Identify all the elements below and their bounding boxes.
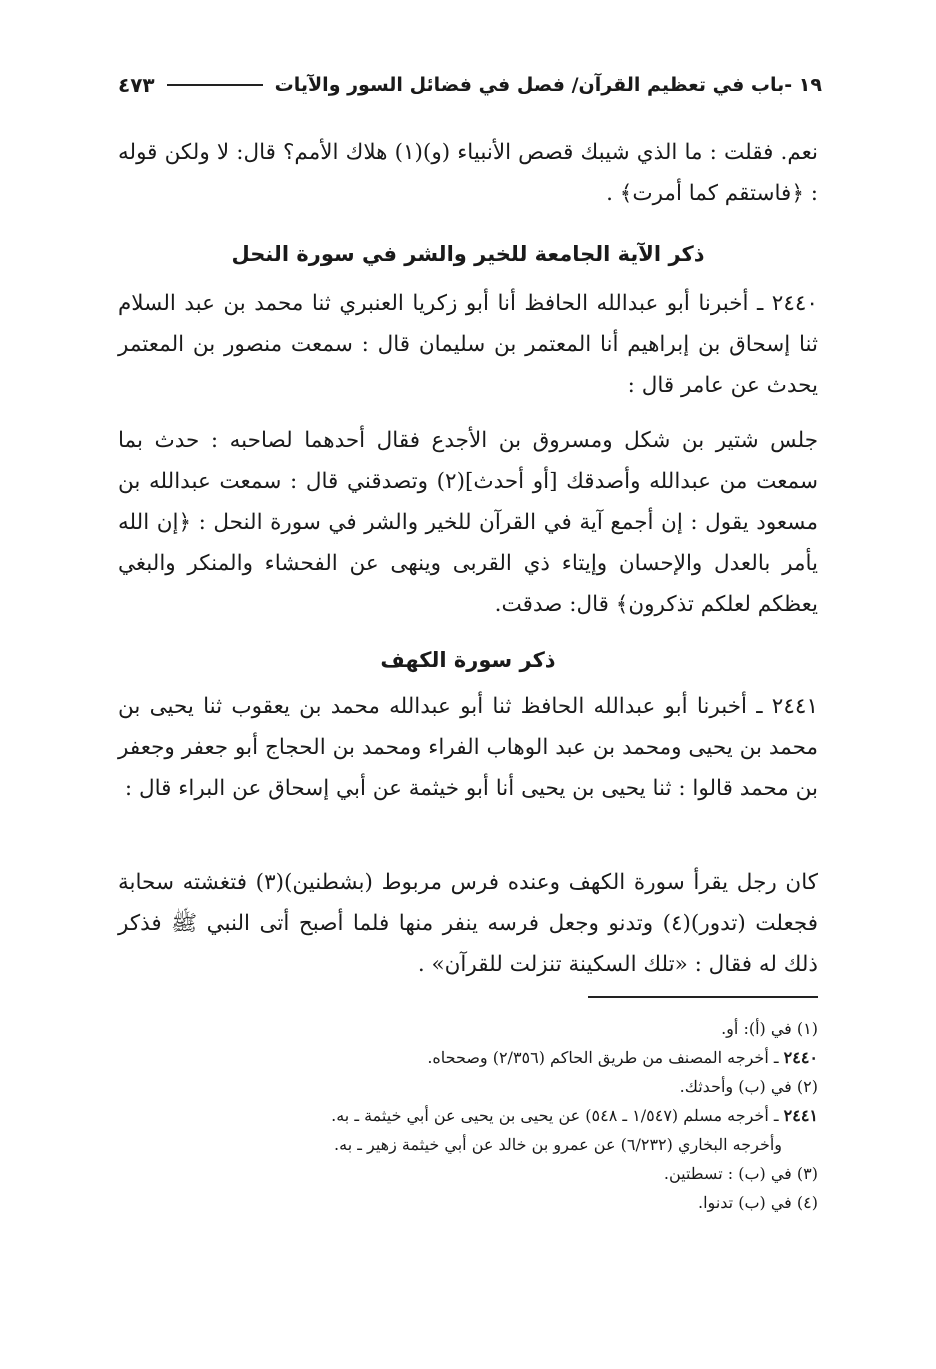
footnote-text: ـ أخرجه المصنف من طريق الحاكم (٢/٣٥٦) وصححاه. xyxy=(427,1048,779,1067)
footnote-number: ٢٤٤١ xyxy=(783,1106,818,1125)
hadith-isnad: ـ أخبرنا أبو عبدالله الحافظ أنا أبو زكريا العنبري ثنا محمد بن عبد السلام ثنا إسحاق بن إبراهيم أنا المعتمر بن سليمان قال : سمعت منصور بن المعتمر يحدث عن عامر قال : xyxy=(118,291,818,398)
hadith-2441 xyxy=(118,686,818,809)
footnote-text: ـ أخرجه مسلم (١/٥٤٧ ـ ٥٤٨) عن يحيى بن يحيى عن أبي خيثمة ـ به. xyxy=(331,1106,779,1125)
chapter-title: ١٩ -باب في تعظيم القرآن/ فصل في فضائل السور والآيات xyxy=(274,74,822,96)
hadith-2440-matn: جلس شتير بن شكل ومسروق بن الأجدع فقال أحدهما لصاحبه : حدث بما سمعت من عبدالله وأصدقك [أو أحدث](٢) وتصدقني قال : سمعت عبدالله بن مسعود يقول : إن أجمع آية في القرآن للخير والشر في سورة النحل : ﴿إن الله يأمر بالعدل والإحسان وإيتاء ذي القربى وينهى عن الفحشاء والمنكر والبغي يعظكم لعلكم تذكرون﴾ قال: صدقت. xyxy=(118,428,819,617)
paragraph-1: نعم. فقلت : ما الذي شيبك قصص الأنبياء (و)(١) هلاك الأمم؟ قال: لا ولكن قوله : ﴿فاستقم كما أمرت﴾ . xyxy=(118,140,819,206)
footnote-2441 xyxy=(118,1101,818,1130)
header-rule xyxy=(167,84,263,86)
footnote-2440 xyxy=(118,1043,818,1072)
hadith-2440 xyxy=(118,283,818,406)
footnote-4: (٤) في (ب) تدنوا. xyxy=(698,1193,818,1212)
footnotes xyxy=(118,1014,818,1217)
section-heading-kahf: ذكر سورة الكهف xyxy=(380,648,556,672)
hadith-2441-matn: كان رجل يقرأ سورة الكهف وعنده فرس مربوط (بشطنين)(٣) فتغشته سحابة فجعلت (تدور)(٤) وتدنو وجعل فرسه ينفر منها فلما أصبح أتى النبي ﷺ فذكر ذلك له فقال : «تلك السكينة تنزلت للقرآن» . xyxy=(118,870,819,977)
footnote-1: (١) في (أ): أو. xyxy=(721,1019,818,1038)
section-heading-nahl: ذكر الآية الجامعة للخير والشر في سورة النحل xyxy=(231,242,705,266)
footnote-number: ٢٤٤٠ xyxy=(783,1048,818,1067)
page-number: ٤٧٣ xyxy=(118,73,155,97)
hadith-isnad: ـ أخبرنا أبو عبدالله الحافظ ثنا أبو عبدالله محمد بن يعقوب ثنا يحيى بن محمد بن يحيى ومحمد بن عبد الوهاب الفراء ومحمد بن الحجاج أبو جعفر وجعفر بن محمد قالوا : ثنا يحيى بن يحيى أنا أبو خيثمة عن أبي إسحاق عن البراء قال : xyxy=(118,694,818,801)
hadith-number: ٢٤٤١ xyxy=(771,694,818,719)
footnote-3: (٣) في (ب) : تسطتين. xyxy=(663,1164,818,1183)
footnote-2: (٢) في (ب) وأحدثك. xyxy=(679,1077,818,1096)
running-header xyxy=(118,68,822,102)
hadith-number: ٢٤٤٠ xyxy=(771,291,818,316)
footnote-rule xyxy=(588,996,818,998)
footnote-2441-continued: وأخرجه البخاري (٦/٢٣٢) عن عمرو بن خالد عن أبي خيثمة زهير ـ به. xyxy=(334,1135,782,1154)
